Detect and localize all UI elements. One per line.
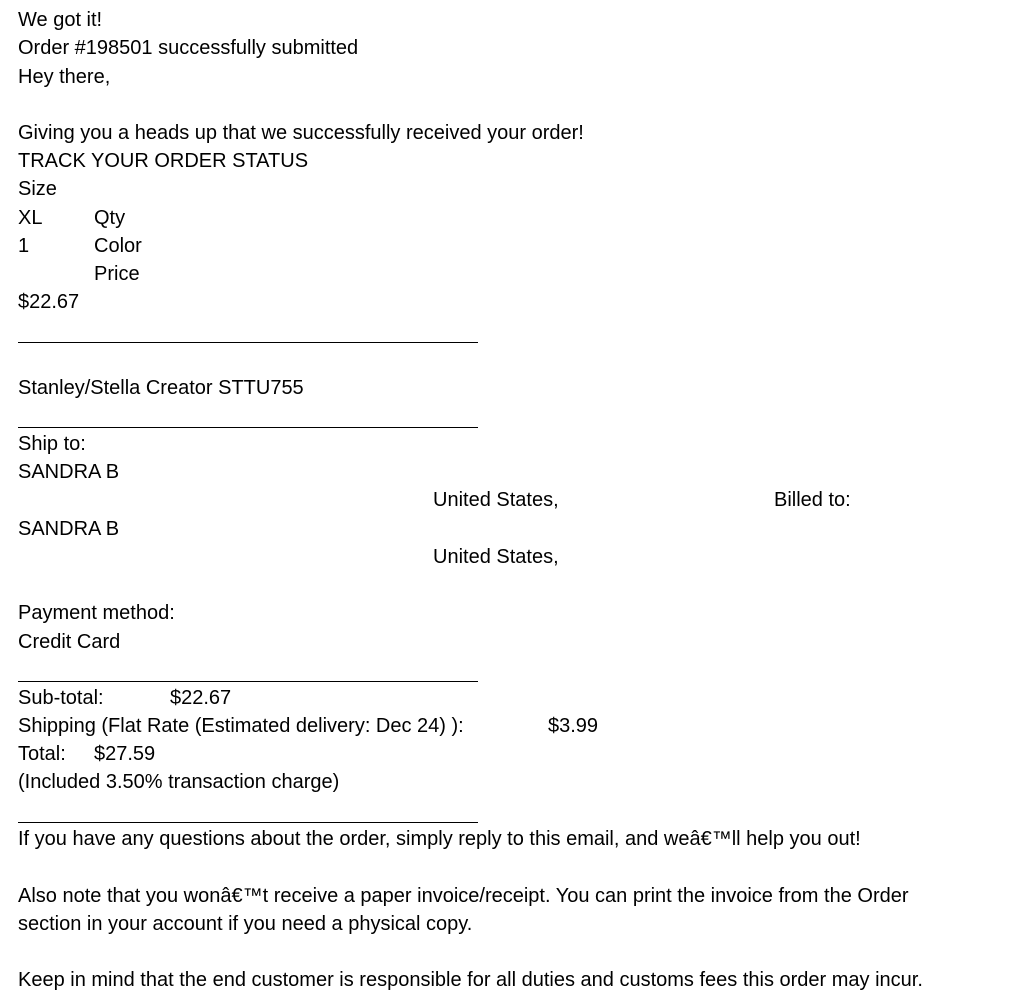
total-value: $27.59 [94,743,156,765]
price-label: Price [94,263,140,285]
questions-note: If you have any questions about the order, simply reply to this email, and weâ€™ll help you out! [18,828,861,850]
greeting: Hey there, [18,66,111,88]
divider [18,681,478,682]
qty-value: 1 [18,235,30,257]
order-number-line: Order #198501 successfully submitted [18,37,359,59]
billed-to-name: SANDRA B [18,518,120,540]
transaction-charge-note: (Included 3.50% transaction charge) [18,771,340,793]
payment-method-value: Credit Card [18,631,121,653]
invoice-note-line-1: Also note that you wonâ€™t receive a paper invoice/receipt. You can print the invoice from the Order [18,885,909,907]
size-value: XL [18,207,43,229]
intro-text: Giving you a heads up that we successfully received your order! [18,122,584,144]
billed-to-label: Billed to: [774,489,851,511]
divider [18,427,478,428]
headline: We got it! [18,9,103,31]
qty-label: Qty [94,207,126,229]
divider [18,822,478,823]
product-name: Stanley/Stella Creator STTU755 [18,377,304,399]
track-order-link[interactable]: TRACK YOUR ORDER STATUS [18,150,309,172]
price-value: $22.67 [18,291,80,313]
duties-note: Keep in mind that the end customer is responsible for all duties and customs fees this order may incur. [18,969,923,991]
color-label: Color [94,235,142,257]
size-label: Size [18,178,57,200]
shipping-label: Shipping (Flat Rate (Estimated delivery: Dec 24) ): [18,715,464,737]
invoice-note-line-2: section in your account if you need a physical copy. [18,913,473,935]
billed-to-country: United States, [433,546,559,568]
subtotal-label: Sub-total: [18,687,104,709]
shipping-value: $3.99 [548,715,599,737]
subtotal-value: $22.67 [170,687,232,709]
divider [18,342,478,343]
total-label: Total: [18,743,66,765]
ship-to-country: United States, [433,489,559,511]
ship-to-label: Ship to: [18,433,86,455]
ship-to-name: SANDRA B [18,461,120,483]
payment-method-label: Payment method: [18,602,175,624]
